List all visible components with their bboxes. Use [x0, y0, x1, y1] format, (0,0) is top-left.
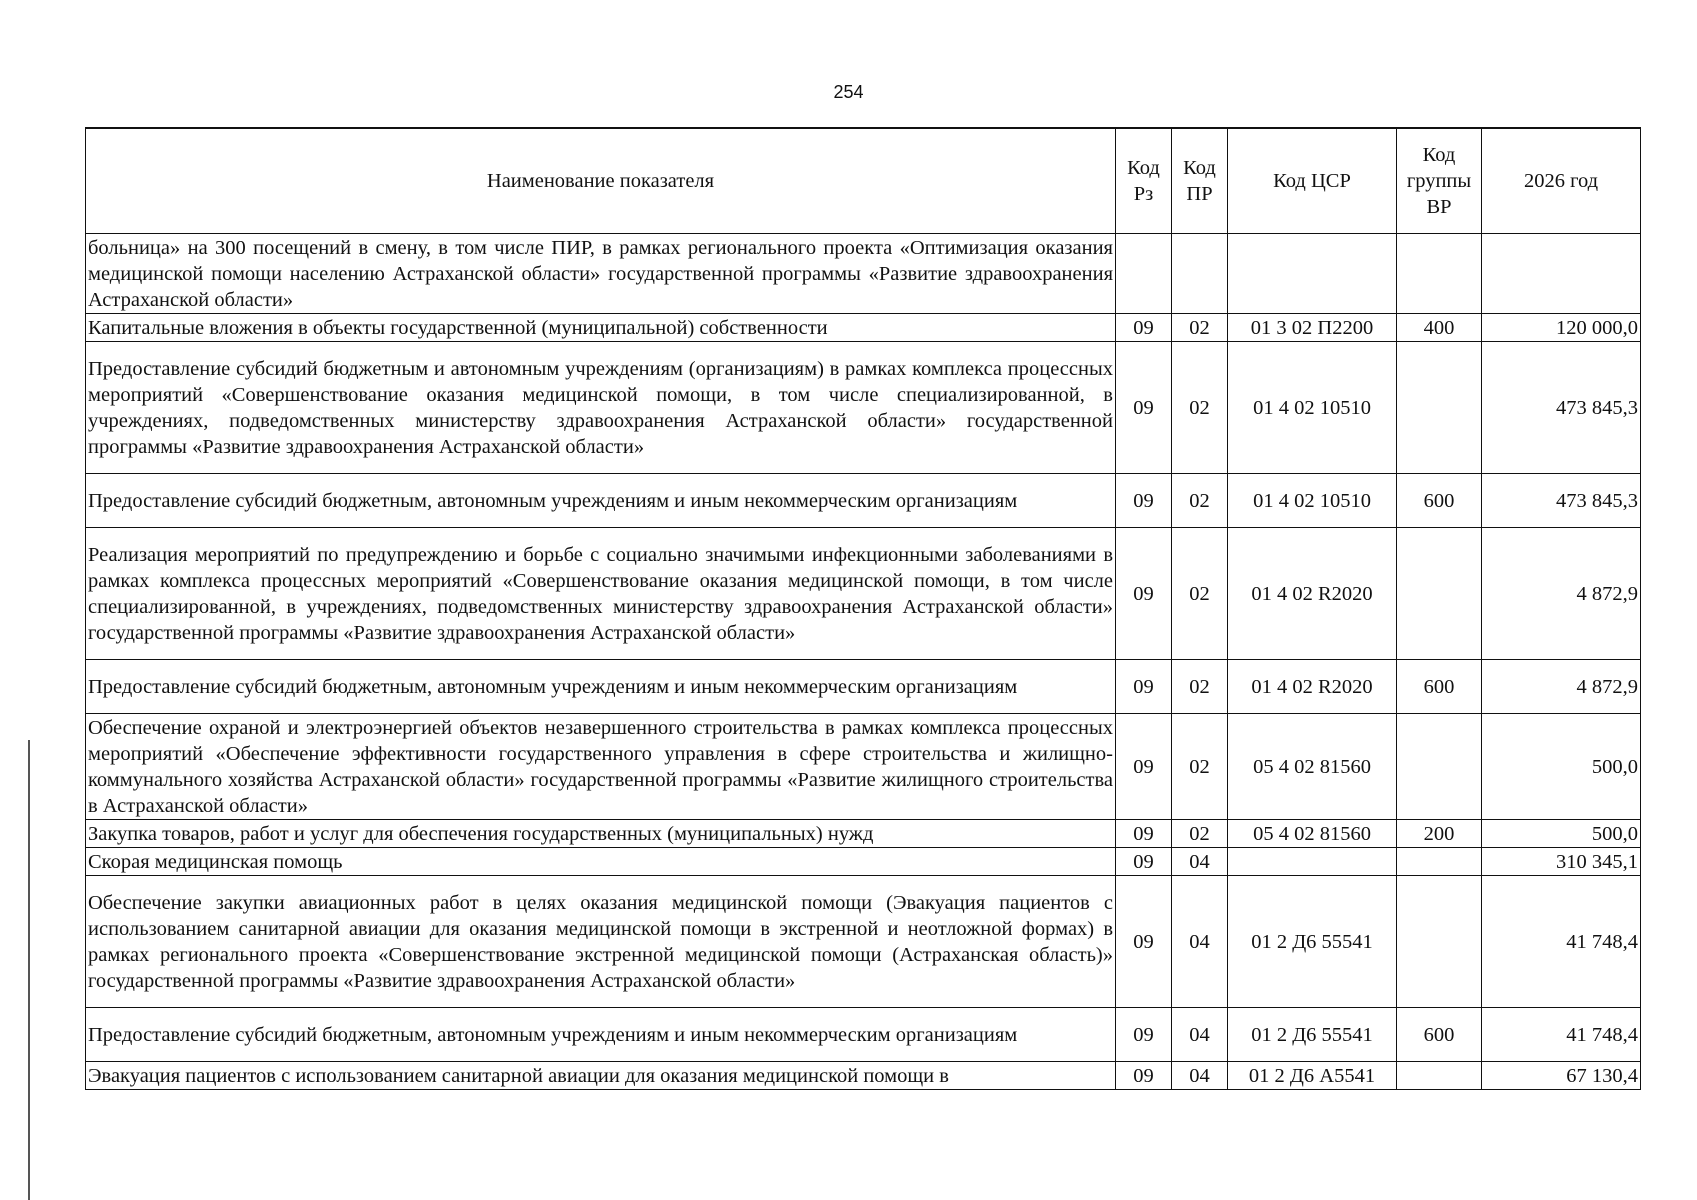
row-vr: 600 — [1397, 1008, 1482, 1062]
row-name: Предоставление субсидий бюджетным, автономным учреждениям и иным некоммерческим организациям — [86, 1008, 1116, 1062]
table-row — [86, 660, 1641, 714]
row-pr: 04 — [1172, 876, 1228, 1008]
row-pr: 02 — [1172, 820, 1228, 848]
row-rz: 09 — [1116, 1062, 1172, 1090]
row-rz: 09 — [1116, 314, 1172, 342]
row-vr — [1397, 876, 1482, 1008]
table-row — [86, 474, 1641, 528]
table-row — [86, 1008, 1641, 1062]
row-vr: 400 — [1397, 314, 1482, 342]
row-vr — [1397, 342, 1482, 474]
row-rz: 09 — [1116, 848, 1172, 876]
row-sum: 473 845,3 — [1482, 342, 1641, 474]
table-row — [86, 714, 1641, 820]
row-vr — [1397, 1062, 1482, 1090]
page-number: 254 — [833, 82, 864, 102]
header-name: Наименование показателя — [86, 128, 1116, 234]
row-sum: 4 872,9 — [1482, 660, 1641, 714]
row-csr: 01 3 02 П2200 — [1228, 314, 1397, 342]
row-vr — [1397, 234, 1482, 314]
row-name: Эвакуация пациентов с использованием санитарной авиации для оказания медицинской помощи в — [86, 1062, 1116, 1090]
row-sum: 310 345,1 — [1482, 848, 1641, 876]
row-csr: 01 4 02 10510 — [1228, 342, 1397, 474]
row-csr: 01 2 Д6 А5541 — [1228, 1062, 1397, 1090]
row-csr: 01 2 Д6 55541 — [1228, 1008, 1397, 1062]
header-year: 2026 год — [1482, 128, 1641, 234]
row-name: Обеспечение охраной и электроэнергией объектов незавершенного строительства в рамках комплекса процессных мероприятий «Обеспечение эффективности государственного управления в сфере строительства и жилищно-коммунального хозяйства Астраханской области» государственной программы «Развитие жилищного строительства в Астраханской области» — [86, 714, 1116, 820]
table-row — [86, 1062, 1641, 1090]
row-name: Предоставление субсидий бюджетным, автономным учреждениям и иным некоммерческим организациям — [86, 474, 1116, 528]
row-sum: 500,0 — [1482, 820, 1641, 848]
header-vr: Код группы ВР — [1397, 128, 1482, 234]
row-vr: 200 — [1397, 820, 1482, 848]
row-sum: 4 872,9 — [1482, 528, 1641, 660]
budget-table — [85, 127, 1641, 1090]
row-pr: 02 — [1172, 342, 1228, 474]
row-pr: 02 — [1172, 660, 1228, 714]
row-rz: 09 — [1116, 474, 1172, 528]
row-rz: 09 — [1116, 876, 1172, 1008]
row-rz: 09 — [1116, 714, 1172, 820]
table-row — [86, 234, 1641, 314]
table-row — [86, 314, 1641, 342]
row-rz: 09 — [1116, 528, 1172, 660]
row-vr — [1397, 528, 1482, 660]
row-csr: 01 4 02 10510 — [1228, 474, 1397, 528]
row-vr: 600 — [1397, 660, 1482, 714]
row-pr: 02 — [1172, 314, 1228, 342]
row-rz: 09 — [1116, 342, 1172, 474]
row-csr — [1228, 234, 1397, 314]
row-vr — [1397, 848, 1482, 876]
row-name: Капитальные вложения в объекты государственной (муниципальной) собственности — [86, 314, 1116, 342]
table-row — [86, 528, 1641, 660]
row-pr: 04 — [1172, 1008, 1228, 1062]
row-vr: 600 — [1397, 474, 1482, 528]
row-name: Скорая медицинская помощь — [86, 848, 1116, 876]
row-sum: 41 748,4 — [1482, 876, 1641, 1008]
row-pr: 02 — [1172, 528, 1228, 660]
table-header-row — [86, 128, 1641, 234]
header-rz: Код Рз — [1116, 128, 1172, 234]
row-csr: 01 2 Д6 55541 — [1228, 876, 1397, 1008]
row-name: Предоставление субсидий бюджетным и автономным учреждениям (организациям) в рамках комплекса процессных мероприятий «Совершенствование оказания медицинской помощи, в том числе специализированной, в учреждениях, подведомственных министерству здравоохранения Астраханской области» государственной программы «Развитие здравоохранения Астраханской области» — [86, 342, 1116, 474]
row-name: Закупка товаров, работ и услуг для обеспечения государственных (муниципальных) нужд — [86, 820, 1116, 848]
header-pr: Код ПР — [1172, 128, 1228, 234]
row-csr: 01 4 02 R2020 — [1228, 660, 1397, 714]
row-pr — [1172, 234, 1228, 314]
row-name: Обеспечение закупки авиационных работ в целях оказания медицинской помощи (Эвакуация пациентов с использованием санитарной авиации для оказания медицинской помощи в экстренной и неотложной формах) в рамках регионального проекта «Совершенствование экстренной медицинской помощи (Астраханская область)» государственной программы «Развитие здравоохранения Астраханской области» — [86, 876, 1116, 1008]
row-sum: 41 748,4 — [1482, 1008, 1641, 1062]
row-sum: 67 130,4 — [1482, 1062, 1641, 1090]
table-row — [86, 848, 1641, 876]
row-sum — [1482, 234, 1641, 314]
row-rz — [1116, 234, 1172, 314]
row-vr — [1397, 714, 1482, 820]
scan-edge-line — [28, 740, 30, 1200]
row-csr: 05 4 02 81560 — [1228, 714, 1397, 820]
row-rz: 09 — [1116, 660, 1172, 714]
row-name: Предоставление субсидий бюджетным, автономным учреждениям и иным некоммерческим организациям — [86, 660, 1116, 714]
table-row — [86, 876, 1641, 1008]
row-name: Реализация мероприятий по предупреждению и борьбе с социально значимыми инфекционными заболеваниями в рамках комплекса процессных мероприятий «Совершенствование оказания медицинской помощи, в том числе специализированной, в учреждениях, подведомственных министерству здравоохранения Астраханской области» государственной программы «Развитие здравоохранения Астраханской области» — [86, 528, 1116, 660]
row-pr: 02 — [1172, 474, 1228, 528]
row-csr — [1228, 848, 1397, 876]
header-csr: Код ЦСР — [1228, 128, 1397, 234]
row-pr: 04 — [1172, 848, 1228, 876]
row-pr: 04 — [1172, 1062, 1228, 1090]
row-csr: 05 4 02 81560 — [1228, 820, 1397, 848]
row-csr: 01 4 02 R2020 — [1228, 528, 1397, 660]
row-sum: 500,0 — [1482, 714, 1641, 820]
table-row — [86, 342, 1641, 474]
row-sum: 473 845,3 — [1482, 474, 1641, 528]
row-rz: 09 — [1116, 1008, 1172, 1062]
row-pr: 02 — [1172, 714, 1228, 820]
row-sum: 120 000,0 — [1482, 314, 1641, 342]
row-rz: 09 — [1116, 820, 1172, 848]
table-row — [86, 820, 1641, 848]
row-name: больница» на 300 посещений в смену, в том числе ПИР, в рамках регионального проекта «Оптимизация оказания медицинской помощи населению Астраханской области» государственной программы «Развитие здравоохранения Астраханской области» — [86, 234, 1116, 314]
